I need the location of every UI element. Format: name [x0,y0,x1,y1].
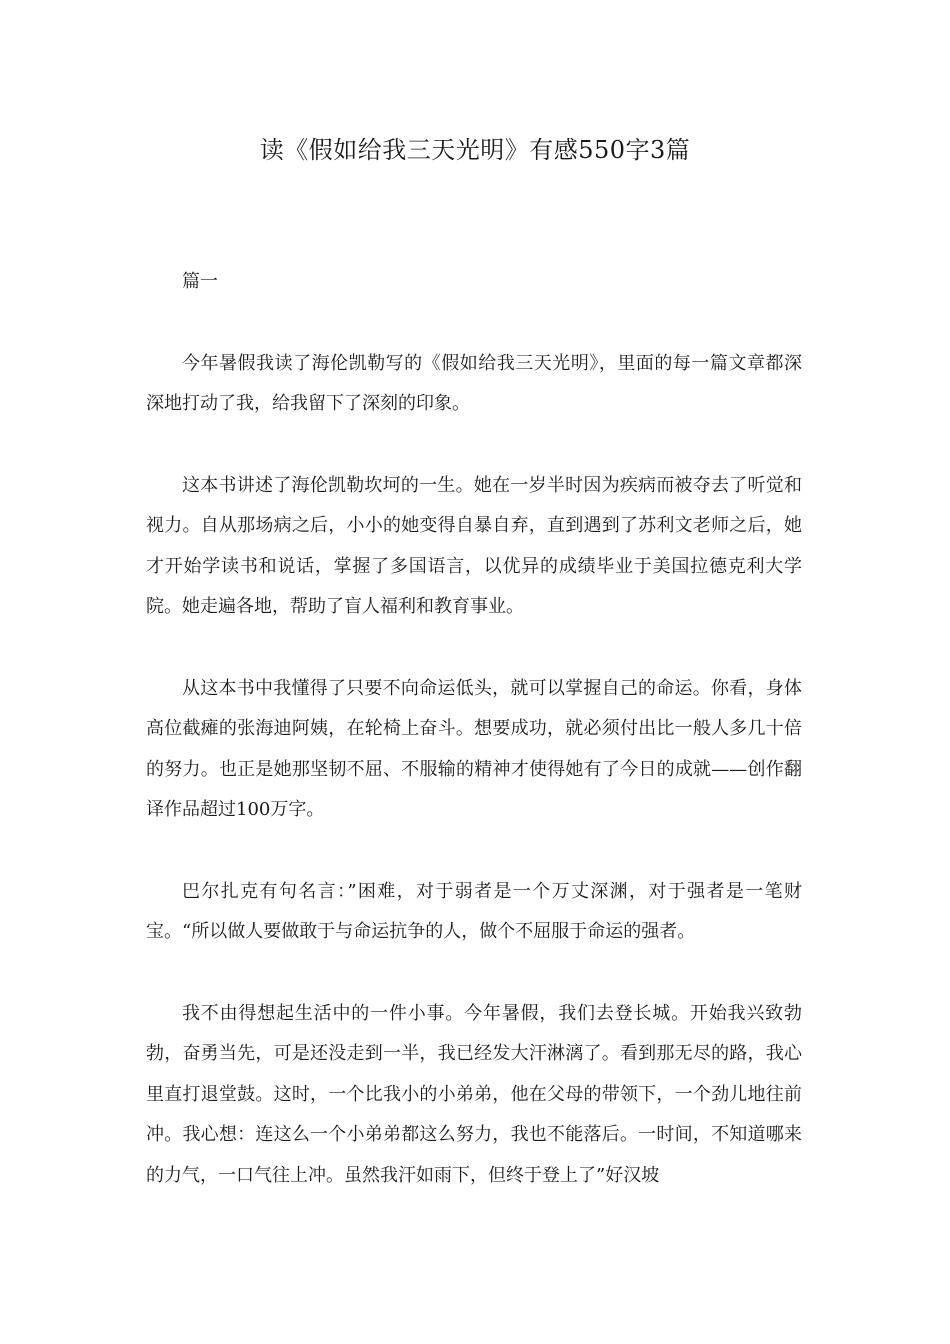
paragraph-3: 从这本书中我懂得了只要不向命运低头，就可以掌握自己的命运。你看，身体高位截瘫的张海迪阿姨，在轮椅上奋斗。想要成功，就必须付出比一般人多几十倍的努力。也正是她那坚韧不屈、不服输的精神才使得她有了今日的成就——创作翻译作品超过100万字。 [146,677,802,820]
paragraph-1: 今年暑假我读了海伦凯勒写的《假如给我三天光明》，里面的每一篇文章都深深地打动了我，给我留下了深刻的印象。 [146,352,802,414]
paragraph-5: 我不由得想起生活中的一件小事。今年暑假，我们去登长城。开始我兴致勃勃，奋勇当先，可是还没走到一半，我已经发大汗淋漓了。看到那无尽的路，我心里直打退堂鼓。这时，一个比我小的小弟弟，他在父母的带领下，一个劲儿地往前冲。我心想：连这么一个小弟弟都这么努力，我也不能落后。一时间，不知道哪来的力气，一口气往上冲。虽然我汗如雨下，但终于登上了”好汉坡 [146,1002,802,1186]
paragraph-4: 巴尔扎克有句名言：”困难，对于弱者是一个万丈深渊，对于强者是一笔财宝。“所以做人要做敢于与命运抗争的人，做个不屈服于命运的强者。 [146,880,802,942]
paragraph-2: 这本书讲述了海伦凯勒坎坷的一生。她在一岁半时因为疾病而被夺去了听觉和视力。自从那场病之后，小小的她变得自暴自弃，直到遇到了苏利文老师之后，她才开始学读书和说话，掌握了多国语言，以优异的成绩毕业于美国拉德克利大学院。她走遍各地，帮助了盲人福利和教育事业。 [146,474,802,617]
section-heading: 篇一 [182,271,218,292]
document-body [146,262,802,1237]
document-title: 读《假如给我三天光明》有感550字3篇 [259,136,691,164]
